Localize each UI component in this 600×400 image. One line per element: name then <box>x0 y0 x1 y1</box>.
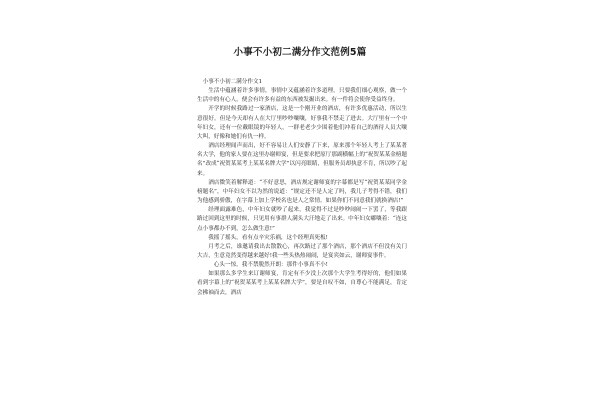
document-title: 小事不小初二满分作文范例5篇 <box>233 47 367 58</box>
paragraph: 酒店经理闻声而出，好不容易让人们安静了下来，原来那个年轻人考上了某某著名大学，他的家人要在这里办谢师宴，但是要求把原厅那副横幅上的“祝贺某某金榜题名”改成“祝贺某某考上某某名牌大学”以闪亮眼睛，但服务员却执意不肯，所以吵了起来。 <box>197 143 407 177</box>
paragraph: 生活中蕴涵着许多事情，事情中又蕴涵着许多道理。只要我们细心观察，做一个生活中的有心人，便会有许多有益的东西被发掘出来。有一件将会使你受益终身。 <box>197 88 407 104</box>
paragraph: 酒店微笑着解释道：“不好意思，酒店规定谢师宴的字幕都是写“祝贺某某同学金榜题名”，中年妇女不以为然的说道：“规定还不是人定了吗，我儿子考得不错，我们为他感到骄傲，在字幕上加上学校名也是人之常情。如果你们不同意我们就换酒店!” <box>197 179 407 205</box>
section-heading: 小事不小初二满分作文1 <box>202 79 263 85</box>
paragraph: 开学的时候我路过一家酒店，这是一个刚开业的酒店，有许多优惠活动，所以生意很好。但是今天却有人在大厅里吵吵嚷嚷，好事我不禁走了进去。大厅里有一个中年妇女，还有一位戴眼镜的年轻人，一群老老少少围着他们冲着自己的酒待人员大嚷大叫，好像和她们有仇一样。 <box>197 106 407 140</box>
paragraph: 经理面露难色，中年妇女就吵了起来，我觉得不过是吵吵闹闹一下罢了，等我跟路过回到这里的时候，只见用有事群人满头大汗地走了出来。中年妇女嘟嚷着：“连这点小事都办不到，怎么做生意!” <box>197 207 407 232</box>
document-body <box>197 78 407 298</box>
paragraph: 我摇了摇头，看有点辛灾乐祸，这个经理真死板! <box>208 234 328 241</box>
paragraph: 如果那么多学生来订谢师宴，肯定有不少没上次那个大学生考得好的，他们如果看到字幕上的“祝贺某某考上某某名牌大学”，要是自叹不如，自尊心不能满足，肯定会拂袖而去，酒店 <box>197 271 407 296</box>
paragraph: 心头一惊，我不禁脱然开朗：那件小事真不小! <box>213 262 328 269</box>
paragraph: 月考之后，谁邀请我出去散散心，再次路过了那个酒店，那个酒店不但没有关门大吉，生意竟然变得越来越好!我一些头热热闹闹，是宴宾如云，谢师宴事件。 <box>197 243 407 259</box>
